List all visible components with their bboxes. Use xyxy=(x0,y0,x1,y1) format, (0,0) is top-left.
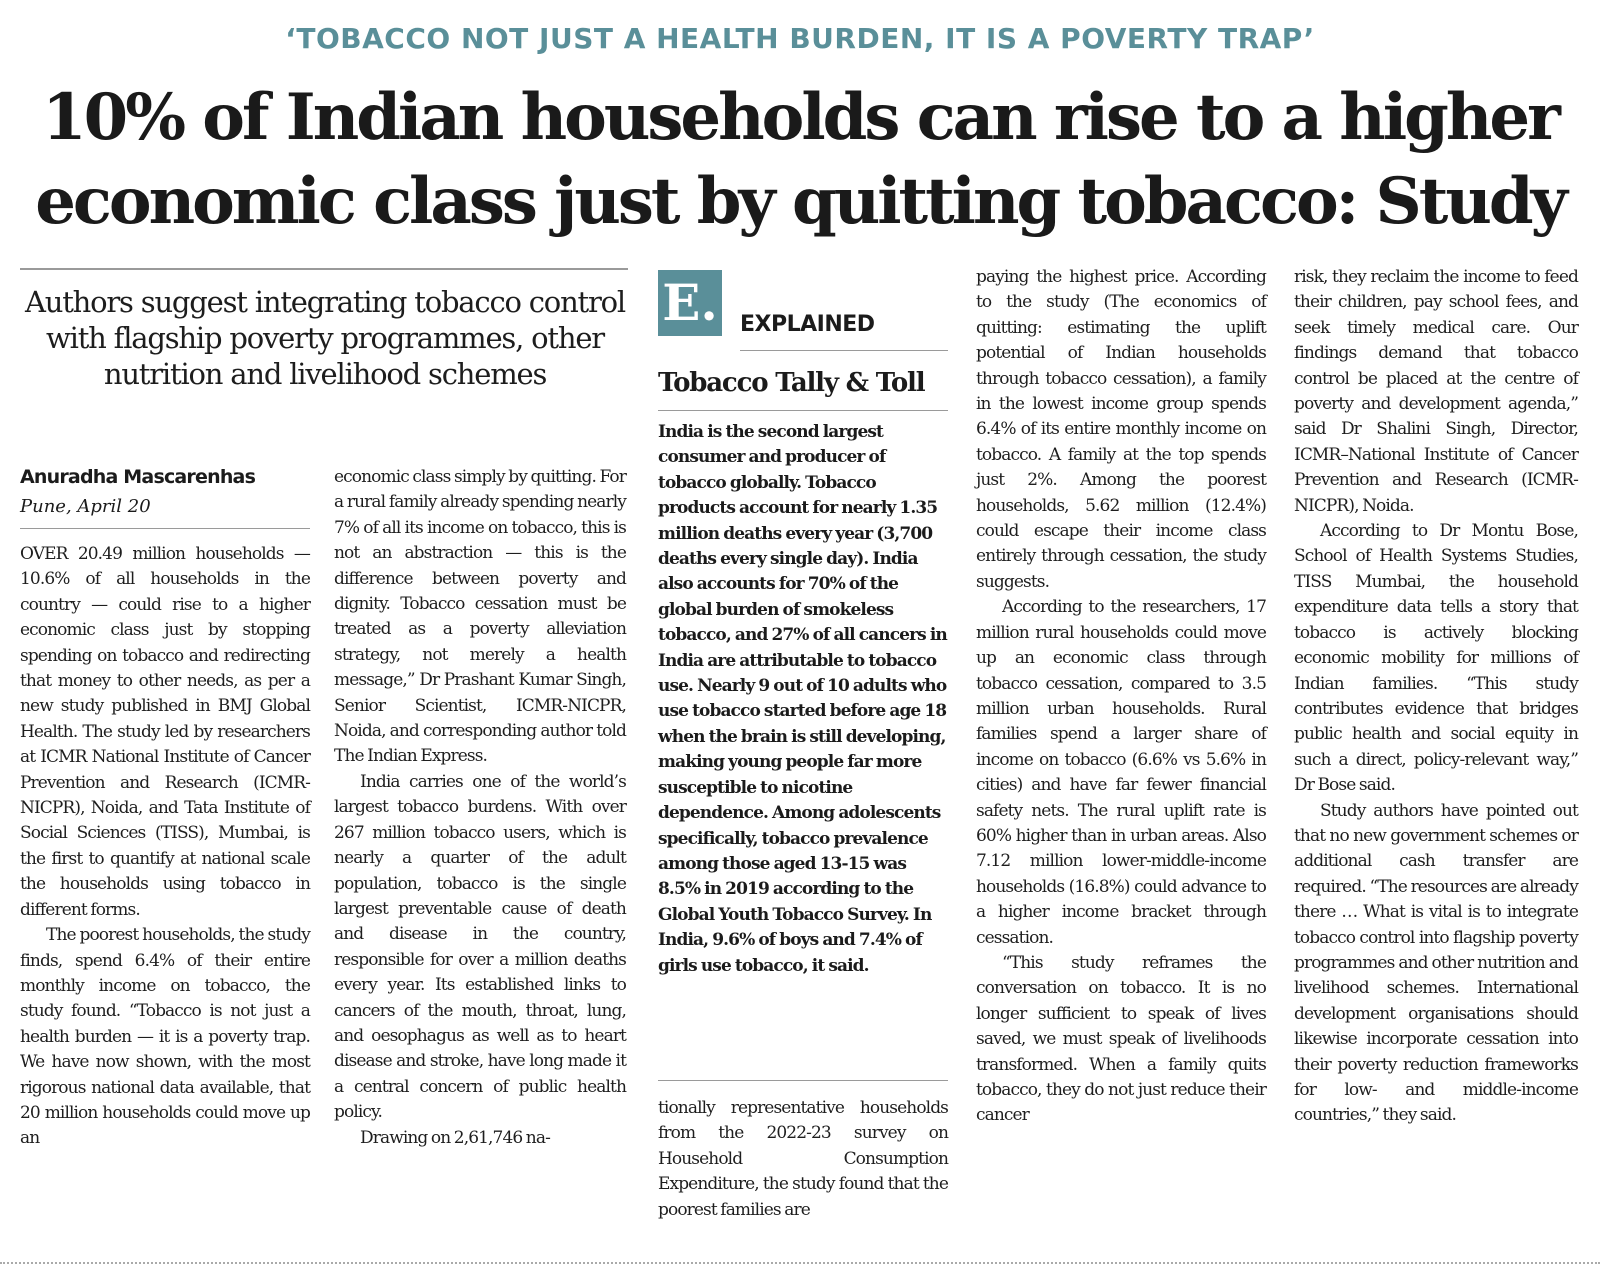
paragraph: The poorest households, the study finds, spend 6.4% of their entire monthly income on tobacco, the study found. “Tobacco is not just a health burden — it is a poverty trap. We have now shown, with the most rigorous national data available, that 20 million households could move up an xyxy=(20,925,310,1149)
byline-rule xyxy=(20,528,310,529)
paragraph: Drawing on 2,61,746 na- xyxy=(360,1127,550,1148)
paragraph: paying the highest price. According to the study (The economics of quitting: estimating the uplift potential of Indian households through tobacco cessation), a family in the lowest income group spends 6.4% of its entire monthly income on tobacco. A family at the top spends just 2%. Among the poorest households, 5.62 million (12.4%) could escape their income class entirely through cessation, the study suggests. xyxy=(976,267,1266,592)
explained-body: India is the second largest consumer and producer of tobacco globally. Tobacco products account for nearly 1.35 million deaths every year (3,700 deaths every single day). India also accounts for 70% of the global burden of smokeless tobacco, and 27% of all cancers in India are attributable to tobacco use. Nearly 9 out of 10 adults who use tobacco started before age 18 when the brain is still developing, making young people far more susceptible to nicotine dependence. Among adolescents specifically, tobacco prevalence among those aged 13-15 was 8.5% in 2019 according to the Global Youth Tobacco Survey. In India, 9.6% of boys and 7.4% of girls use tobacco, it said. xyxy=(658,422,947,976)
column-1 xyxy=(20,542,310,1152)
paragraph: OVER 20.49 million households — 10.6% of all households in the country — could rise to a higher economic class just by stopping spending on tobacco and redirecting that money to other needs, as per a new study published in BMJ Global Health. The study led by researchers at ICMR National Institute of Cancer Prevention and Research (ICMR-NICPR), Noida, and Tata Institute of Social Sciences (TISS), Mumbai, is the first to quantify at national scale the households using tobacco in different forms. xyxy=(20,544,310,920)
paragraph: According to the researchers, 17 million rural households could move up an economic class through tobacco cessation, compared to 3.5 million urban households. Rural families spend a larger share of income on tobacco (6.6% vs 5.6% in cities) and have far fewer financial safety nets. The rural uplift rate is 60% higher than in urban areas. Also 7.12 million lower-middle-income households (16.8%) could advance to a higher income bracket through cessation. xyxy=(976,597,1266,948)
headline-line-2: economic class just by quitting tobacco: Study xyxy=(35,164,1565,239)
explained-rule xyxy=(740,350,948,351)
byline: Anuradha Mascarenhas xyxy=(20,466,256,488)
headline-line-1: 10% of Indian households can rise to a higher xyxy=(42,80,1558,155)
paragraph: Study authors have pointed out that no new government schemes or additional cash transfer are required. “The resources are already there … What is vital is to integrate tobacco control into flagship poverty programmes and other nutrition and livelihood schemes. International development organisations should likewise incorporate cessation into their poverty reduction frameworks for low- and middle-income countries,” they said. xyxy=(1294,800,1578,1126)
paragraph: risk, they reclaim the income to feed their children, pay school fees, and seek timely medical care. Our findings demand that tobacco control be placed at the centre of poverty and development agenda,” said Dr Shalini Singh, Director, ICMR–National Institute of Cancer Prevention and Research (ICMR-NICPR), Noida. xyxy=(1294,267,1578,516)
explained-logo-letter: E. xyxy=(662,273,718,332)
column-2 xyxy=(334,465,626,1151)
paragraph: tionally representative households from the 2022-23 survey on Household Consumption Expenditure, the study found that the poorest families are xyxy=(658,1098,948,1220)
deck: Authors suggest integrating tobacco control with flagship poverty programmes, other nutrition and livelihood schemes xyxy=(24,285,625,391)
explained-title-rule xyxy=(658,410,948,411)
paragraph: India carries one of the world’s largest tobacco burdens. With over 267 million tobacco users, which is nearly a quarter of the adult population, tobacco is the single largest preventable cause of death and disease in the country, responsible for over a million deaths every year. Its established links to cancers of the mouth, throat, lung, and oesophagus as well as to heart disease and stroke, have long made it a central concern of public health policy. xyxy=(334,771,626,1123)
column-3-continued xyxy=(658,1096,948,1223)
paragraph: “This study reframes the conversation on tobacco. It is no longer sufficient to speak of lives saved, we must speak of livelihoods transformed. When a family quits tobacco, they do not just reduce their cancer xyxy=(976,952,1266,1126)
top-rule-left xyxy=(20,268,628,270)
column-5 xyxy=(1294,265,1578,1129)
paragraph: According to Dr Montu Bose, School of Health Systems Studies, TISS Mumbai, the household expenditure data tells a story that tobacco is actively blocking economic mobility for millions of Indian families. “This study contributes evidence that bridges public health and social equity in such a direct, policy-relevant way,” Dr Bose said. xyxy=(1294,521,1578,796)
dateline: Pune, April 20 xyxy=(20,496,151,517)
bottom-dotted-rule xyxy=(0,1262,1600,1264)
column-4 xyxy=(976,265,1266,1129)
headline xyxy=(0,76,1600,244)
kicker: ‘TOBACCO NOT JUST A HEALTH BURDEN, IT IS A POVERTY TRAP’ xyxy=(285,22,1315,55)
explained-label: EXPLAINED xyxy=(740,312,875,337)
explained-bottom-rule xyxy=(658,1080,948,1081)
paragraph: economic class simply by quitting. For a rural family already spending nearly 7% of all its income on tobacco, this is not an abstraction — this is the difference between poverty and dignity. Tobacco cessation must be treated as a poverty alleviation strategy, not merely a health message,” Dr Prashant Kumar Singh, Senior Scientist, ICMR-NICPR, Noida, and corresponding author told The Indian Express. xyxy=(334,467,626,767)
explained-logo xyxy=(658,270,722,336)
explained-title: Tobacco Tally & Toll xyxy=(658,368,925,398)
